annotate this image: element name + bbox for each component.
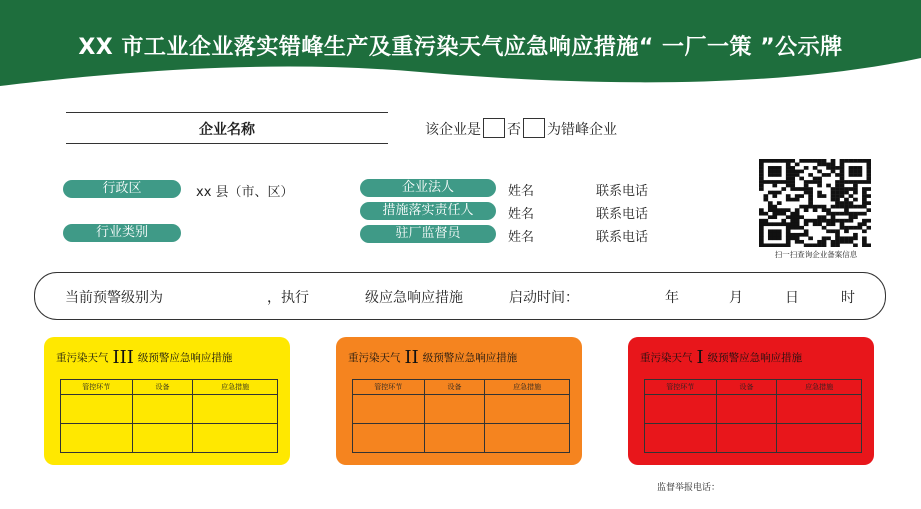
peak-shift-question	[425, 118, 617, 139]
responsible-person-pill: 措施落实责任人	[360, 202, 496, 220]
legal-person-name-label: 姓名	[508, 184, 535, 199]
yes-checkbox[interactable]	[483, 118, 505, 138]
card-title-prefix: 重污染天气	[348, 352, 401, 364]
district-pill: 行政区	[63, 180, 181, 198]
responsible-name-label: 姓名	[508, 207, 535, 222]
level-roman: III	[112, 347, 134, 368]
table-cell	[716, 395, 777, 424]
report-phone-label: 监督举报电话：	[657, 483, 721, 493]
table-cell	[716, 424, 777, 453]
table-cell	[353, 424, 425, 453]
execute-label: ，执行	[267, 290, 309, 306]
table-cell	[353, 395, 425, 424]
column-header: 管控环节	[645, 380, 717, 395]
card-title	[56, 347, 232, 368]
card-title-prefix: 重污染天气	[56, 352, 109, 364]
card-title	[348, 347, 517, 368]
card-title	[640, 347, 802, 368]
card-title-prefix: 重污染天气	[640, 352, 693, 364]
level-ii-card	[336, 337, 582, 465]
column-header: 管控环节	[61, 380, 133, 395]
level-roman: II	[404, 347, 419, 368]
table-cell	[645, 395, 717, 424]
current-level-label: 当前预警级别为	[65, 290, 163, 306]
header-banner	[0, 0, 921, 90]
level-i-card	[628, 337, 874, 465]
start-time-label: 启动时间：	[509, 290, 579, 306]
table-cell	[193, 424, 278, 453]
hour-label: 时	[841, 290, 855, 306]
qr-code[interactable]	[759, 159, 871, 247]
month-label: 月	[729, 290, 743, 306]
table-cell	[645, 424, 717, 453]
district-value: xx 县（市、区）	[196, 185, 294, 200]
column-header: 应急措施	[485, 380, 570, 395]
table-cell	[485, 424, 570, 453]
no-checkbox[interactable]	[523, 118, 545, 138]
table-cell	[424, 395, 485, 424]
column-header: 设备	[132, 380, 193, 395]
measures-table	[352, 379, 570, 453]
peak-prefix: 该企业是	[425, 122, 481, 138]
industry-pill: 行业类别	[63, 224, 181, 242]
supervisor-name-label: 姓名	[508, 230, 535, 245]
level-iii-card	[44, 337, 290, 465]
table-cell	[424, 424, 485, 453]
peak-suffix: 为错峰企业	[547, 122, 617, 138]
qr-caption: 扫一扫查询企业备案信息	[774, 250, 858, 259]
peak-middle: 否	[507, 122, 521, 138]
page-title: XX 市工业企业落实错峰生产及重污染天气应急响应措施“ 一厂一策 ”公示牌	[78, 35, 843, 60]
table-cell	[777, 424, 862, 453]
responsible-phone-label: 联系电话	[596, 207, 649, 222]
supervisor-pill: 驻厂监督员	[360, 225, 496, 243]
table-cell	[485, 395, 570, 424]
table-cell	[61, 395, 133, 424]
measures-table	[644, 379, 862, 453]
column-header: 设备	[424, 380, 485, 395]
column-header: 设备	[716, 380, 777, 395]
table-cell	[777, 395, 862, 424]
table-cell	[61, 424, 133, 453]
table-cell	[193, 395, 278, 424]
column-header: 管控环节	[353, 380, 425, 395]
warning-level-bar	[34, 272, 886, 320]
card-title-suffix: 级预警应急响应措施	[707, 352, 803, 364]
supervisor-phone-label: 联系电话	[596, 230, 649, 245]
company-name-row	[66, 112, 388, 144]
table-cell	[132, 424, 193, 453]
level-roman: I	[696, 347, 704, 368]
company-name-label: 企业名称	[199, 122, 255, 138]
measures-table	[60, 379, 278, 453]
card-title-suffix: 级预警应急响应措施	[137, 352, 233, 364]
table-cell	[132, 395, 193, 424]
column-header: 应急措施	[193, 380, 278, 395]
card-title-suffix: 级预警应急响应措施	[422, 352, 518, 364]
measures-label: 级应急响应措施	[365, 290, 463, 306]
year-label: 年	[665, 290, 679, 306]
legal-person-pill: 企业法人	[360, 179, 496, 197]
legal-person-phone-label: 联系电话	[596, 184, 649, 199]
day-label: 日	[785, 290, 799, 306]
column-header: 应急措施	[777, 380, 862, 395]
